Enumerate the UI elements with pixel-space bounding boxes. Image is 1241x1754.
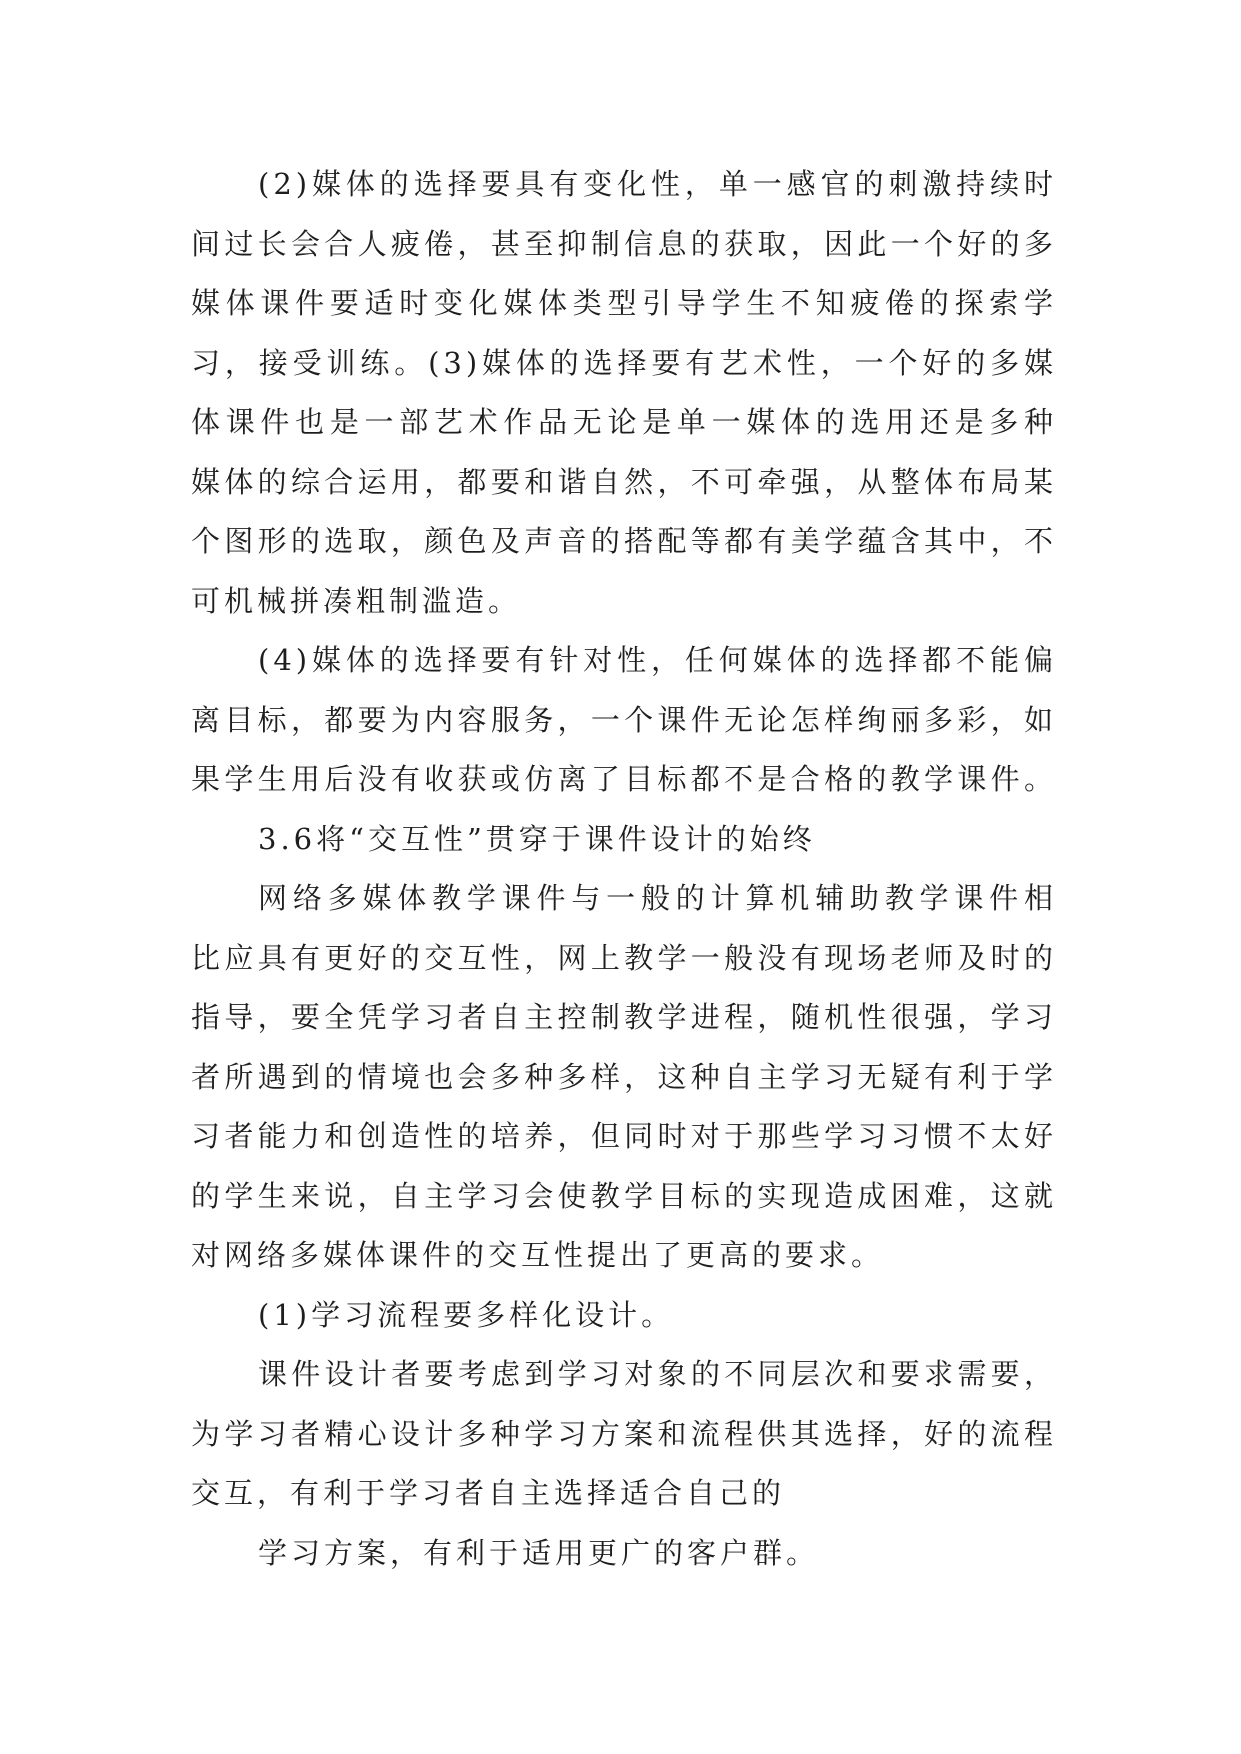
text-line: (4)媒体的选择要有针对性，任何媒体的选择都不能偏 [258, 643, 1057, 677]
text-line: 间过长会合人疲倦，甚至抑制信息的获取，因此一个好的多 [191, 226, 1057, 261]
text-line: 习，接受训练。(3)媒体的选择要有艺术性，一个好的多媒 [191, 345, 1057, 380]
text-line: 课件设计者要考虑到学习对象的不同层次和要求需要， [258, 1357, 1057, 1391]
text-line: 媒体课件要适时变化媒体类型引导学生不知疲倦的探索学 [191, 286, 1057, 320]
text-line: 习者能力和创造性的培养，但同时对于那些学习习惯不太好 [191, 1119, 1057, 1153]
list-item-heading [191, 1286, 1057, 1346]
text-line: 对网络多媒体课件的交互性提出了更高的要求。 [191, 1238, 885, 1272]
text-line: 网络多媒体教学课件与一般的计算机辅助教学课件相 [258, 881, 1057, 915]
section-heading [191, 810, 1057, 870]
text-line: 可机械拼凑粗制滥造。 [191, 583, 522, 618]
paragraph-learning-flow [191, 1345, 1057, 1524]
list-item-text: (1)学习流程要多样化设计。 [258, 1297, 675, 1332]
text-line: 个图形的选取，颜色及声音的搭配等都有美学蕴含其中，不 [191, 524, 1057, 558]
text-line: 交互，有利于学习者自主选择适合自己的 [191, 1476, 786, 1510]
text-line: 为学习者精心设计多种学习方案和流程供其选择，好的流程 [191, 1416, 1057, 1451]
paragraph-media-targeting [191, 631, 1057, 810]
text-line: (2)媒体的选择要具有变化性，单一感官的刺激持续时 [258, 167, 1057, 201]
text-line: 者所遇到的情境也会多种多样，这种自主学习无疑有利于学 [191, 1059, 1057, 1094]
text-line: 果学生用后没有收获或仿离了目标都不是合格的教学课件。 [191, 762, 1057, 796]
text-line: 离目标，都要为内容服务，一个课件无论怎样绚丽多彩，如 [191, 702, 1057, 737]
paragraph-interactivity [191, 869, 1057, 1286]
text-line: 体课件也是一部艺术作品无论是单一媒体的选用还是多种 [191, 405, 1057, 439]
text-line: 的学生来说，自主学习会使教学目标的实现造成困难，这就 [191, 1178, 1057, 1213]
text-line: 比应具有更好的交互性，网上教学一般没有现场老师及时的 [191, 940, 1057, 975]
text-line: 媒体的综合运用，都要和谐自然，不可牵强，从整体布局某 [191, 464, 1057, 499]
text-line: 学习方案，有利于适用更广的客户群。 [258, 1535, 820, 1570]
text-line: 指导，要全凭学习者自主控制教学进程，随机性很强，学习 [191, 1000, 1057, 1034]
section-heading-text: 3.6将“交互性”贯穿于课件设计的始终 [258, 821, 816, 856]
paragraph-media-variety [191, 155, 1057, 631]
paragraph-closing [191, 1524, 1057, 1584]
document-body [191, 155, 1057, 1583]
